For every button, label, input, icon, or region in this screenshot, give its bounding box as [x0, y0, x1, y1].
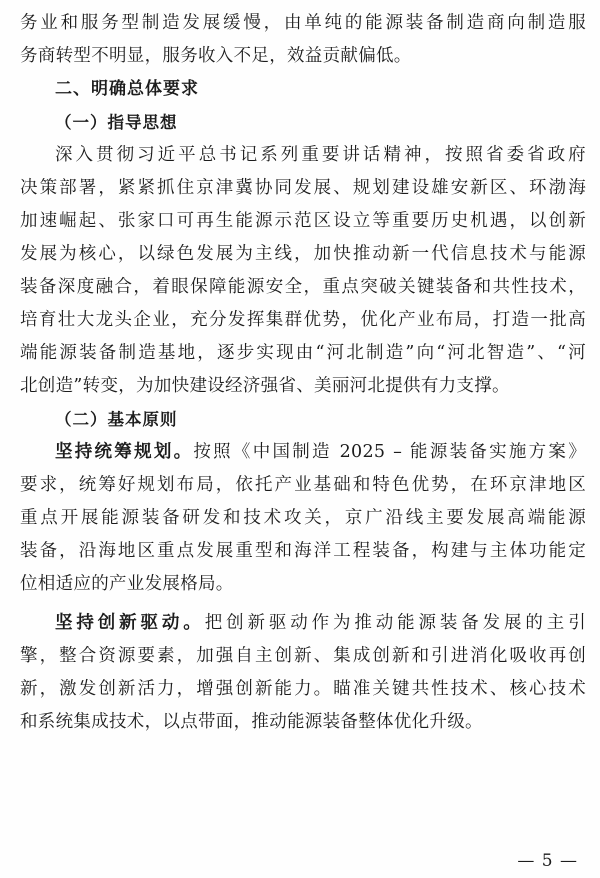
text-line: 要求，统筹好规划布局，依托产业基础和特色优势，在环京津地区	[20, 475, 586, 495]
text-line: 位相适应的产业发展格局。	[20, 574, 234, 594]
text-line: 决策部署，紧紧抓住京津冀协同发展、规划建设雄安新区、环渤海	[20, 178, 586, 198]
page-number: — 5 —	[517, 851, 578, 871]
paragraph-first-rest: 按照《中国制造 2025 – 能源装备实施方案》	[193, 442, 586, 462]
paragraph-first-line	[20, 436, 586, 469]
text-line: 端能源装备制造基地，逐步实现由“河北制造”向“河北智造”、“河	[20, 343, 586, 363]
text-line: 务商转型不明显，服务收入不足，效益贡献偏低。	[20, 46, 412, 66]
text-line: 培育壮大龙头企业，充分发挥集群优势，优化产业布局，打造一批高	[20, 310, 586, 330]
text-line: 北创造”转变，为加快建设经济强省、美丽河北提供有力支撑。	[20, 376, 510, 396]
text-line: 发展为核心，以绿色发展为主线，加快推动新一代信息技术与能源	[20, 244, 586, 264]
text-line: 深入贯彻习近平总书记系列重要讲话精神，按照省委省政府	[55, 145, 586, 165]
text-line: 装备，沿海地区重点发展重型和海洋工程装备，构建与主体功能定	[20, 541, 586, 561]
document-body	[20, 7, 586, 739]
subsection-heading-guiding-ideology: （一）指导思想	[55, 113, 178, 132]
text-line: 重点开展能源装备研发和技术攻关，京广沿线主要发展高端能源	[20, 508, 586, 528]
paragraph-lead-innovation: 坚持创新驱动。	[55, 613, 205, 633]
text-line: 擎，整合资源要素，加强自主创新、集成创新和引进消化吸收再创	[20, 646, 586, 666]
text-line: 务业和服务型制造发展缓慢，由单纯的能源装备制造商向制造服	[20, 13, 586, 33]
text-line: 新，激发创新活力，增强创新能力。瞄准关键共性技术、核心技术	[20, 679, 586, 699]
paragraph-first-line	[20, 607, 586, 640]
paragraph-lead-planning: 坚持统筹规划。	[55, 442, 194, 462]
subsection-heading-basic-principles: （二）基本原则	[55, 410, 178, 429]
text-line: 和系统集成技术，以点带面，推动能源装备整体优化升级。	[20, 712, 483, 732]
paragraph-first-rest: 把创新驱动作为推动能源装备发展的主引	[204, 613, 586, 633]
text-line: 装备深度融合，着眼保障能源安全，重点突破关键装备和共性技术，	[20, 277, 586, 297]
section-heading: 二、明确总体要求	[55, 79, 199, 99]
text-line: 加速崛起、张家口可再生能源示范区设立等重要历史机遇，以创新	[20, 211, 586, 231]
